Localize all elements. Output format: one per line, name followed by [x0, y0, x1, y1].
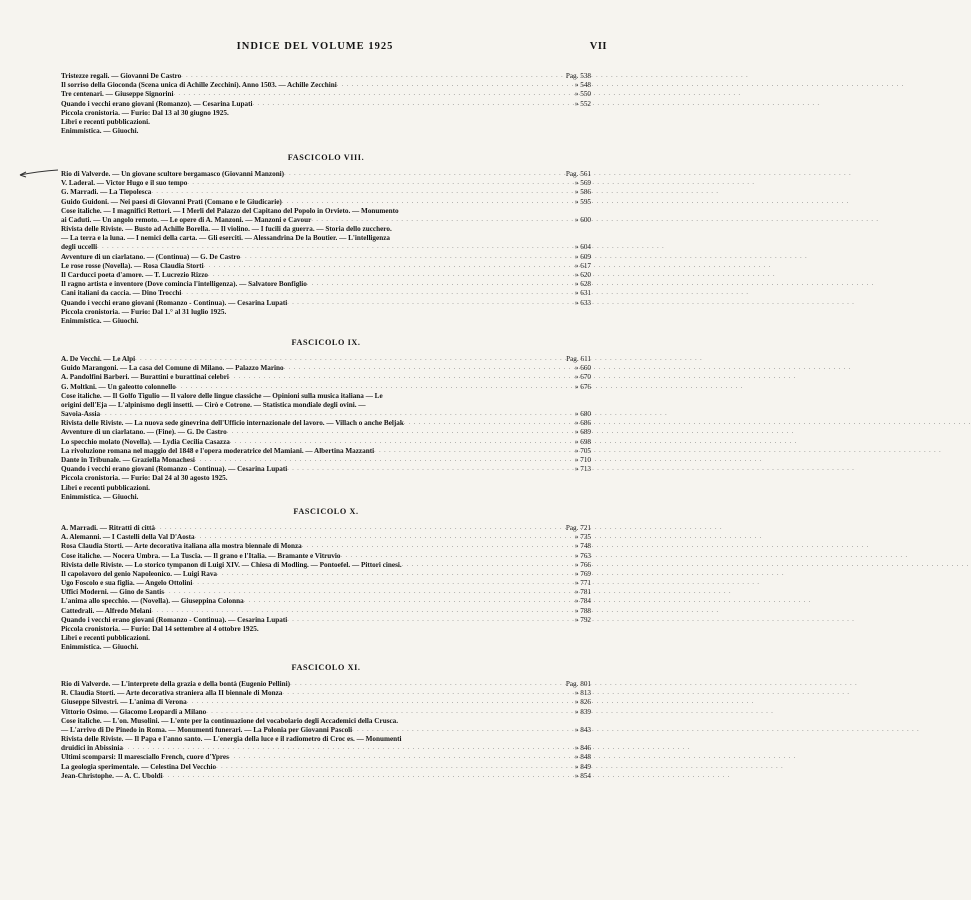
toc-entry	[61, 373, 591, 382]
toc-entry	[61, 308, 591, 317]
leader-dots	[206, 708, 537, 717]
entry-page: » 686	[574, 419, 591, 428]
leader-dots	[311, 216, 537, 225]
entry-title: Cose italiche. — Nocera Umbra. — La Tuscia. — Il grano e l'Italia. — Bramante e Vitruvio	[61, 551, 341, 560]
entry-title: origini dell'Eja — L'alpinismo degli insetti. — Cirò e Cotrone. — Statistica mondiale degli ovini. —	[61, 400, 366, 409]
leader-dots	[337, 81, 537, 90]
entry-title: Jean-Christophe. — A. C. Uboldi	[61, 771, 163, 780]
toc-section	[61, 680, 591, 781]
toc-entry	[61, 588, 591, 597]
entry-page: » 792	[574, 615, 591, 624]
entry-title: Il ragno artista e inventore (Dove comincia l'intelligenza). — Salvatore Bonfiglio	[61, 280, 307, 289]
entry-title: Guido Guidoni. — Nei paesi di Giovanni Prati (Comano e le Giudicarie)	[61, 197, 282, 206]
leader-dots	[208, 271, 537, 280]
entry-title: — La terra e la luna. — I nemici della carta. — Gli eserciti. — Alessandrina De la Boutier. — L'intelligenza	[61, 234, 390, 243]
leader-dots	[290, 680, 537, 689]
entry-page: » 748	[574, 542, 591, 551]
entry-page: » 846	[574, 744, 591, 753]
entry-title: Guido Marangoni. — La casa del Comune di Milano. — Palazzo Marino	[61, 364, 284, 373]
entry-page: » 609	[574, 252, 591, 261]
entry-page: » 617	[574, 261, 591, 270]
entry-page: » 854	[574, 771, 591, 780]
toc-entry	[61, 317, 591, 326]
entry-title: Quando i vecchi erano giovani (Romanzo). — Cesarina Lupati	[61, 99, 253, 108]
leader-dots	[151, 188, 537, 197]
leader-dots	[374, 447, 537, 456]
entry-page: » 595	[574, 197, 591, 206]
leader-dots	[204, 262, 537, 271]
toc-entry	[61, 524, 591, 533]
toc-entry	[61, 90, 591, 99]
running-header-title: INDICE DEL VOLUME 1925	[236, 41, 394, 52]
entry-title: Rio di Valverde. — Un giovane scultore bergamasco (Giovanni Manzoni)	[61, 169, 285, 178]
toc-section	[61, 355, 591, 502]
entry-title: druidici in Abissinia	[61, 744, 123, 753]
entry-title: Enimmistica. — Giuochi.	[61, 316, 139, 325]
toc-entry	[61, 253, 591, 262]
entry-title: La rivoluzione romana nel maggio del 1848 e l'opera moderatrice del Mamiani. — Albertina Mazzanti	[61, 446, 375, 455]
toc-entry	[61, 188, 591, 197]
toc-entry	[61, 410, 591, 419]
entry-page: » 689	[574, 428, 591, 437]
entry-title: A. De Vecchi. — Le Alpi	[61, 354, 136, 363]
leader-dots	[100, 410, 537, 419]
leader-dots	[230, 438, 537, 447]
toc-entry	[61, 763, 591, 772]
entry-title: Rosa Claudia Storti. — Arte decorativa italiana alla mostra biennale di Monza	[61, 542, 302, 551]
entry-page: » 586	[574, 188, 591, 197]
toc-entry	[61, 289, 591, 298]
leader-dots	[164, 588, 537, 597]
leader-dots	[287, 299, 537, 308]
toc-entry	[61, 234, 591, 243]
toc-entry	[61, 419, 591, 428]
leader-dots	[187, 698, 537, 707]
entry-title: Lo specchio molato (Novella). — Lydia Cecilia Casazza	[61, 437, 230, 446]
toc-entry	[61, 717, 591, 726]
entry-title: Cattedrali. — Alfredo Melani	[61, 606, 152, 615]
leader-dots	[229, 753, 537, 762]
entry-page: » 849	[574, 762, 591, 771]
leader-dots	[227, 428, 537, 437]
entry-page: » 698	[574, 437, 591, 446]
entry-title: Libri e recenti pubblicazioni.	[61, 117, 150, 126]
entry-title: R. Claudia Storti. — Arte decorativa straniera alla II biennale di Monza	[61, 689, 283, 698]
leader-dots	[287, 465, 537, 474]
entry-page: » 826	[574, 698, 591, 707]
entry-title: Cose italiche. — I magnifici Rettori. — I Merli del Palazzo del Capitano del Popolo in Orvieto. — Monumento	[61, 206, 399, 215]
toc-entry	[61, 262, 591, 271]
entry-page: » 620	[574, 271, 591, 280]
entry-title: Cani italiani da caccia. — Dino Trocchi	[61, 289, 182, 298]
entry-page: Pag. 721	[565, 523, 591, 532]
toc-entry	[61, 447, 591, 456]
entry-title: Cose italiche. — L'on. Musolini. — L'ente per la continuazione del vocabolario degli Accademici della Crusca.	[61, 716, 399, 725]
entry-title: Quando i vecchi erano giovani (Romanzo - Continua). — Cesarina Lupati	[61, 298, 288, 307]
leader-dots	[181, 72, 537, 81]
entry-page: » 735	[574, 533, 591, 542]
leader-dots	[192, 579, 537, 588]
entry-title: Rivista delle Riviste. — Lo storico tympanon di Luigi XIV. — Chiesa di Modling. — Pontoefel. — Pittori cinesi.	[61, 560, 402, 569]
toc-entry	[61, 772, 591, 781]
page-number: VII	[589, 41, 607, 52]
toc-section	[61, 170, 591, 326]
toc-entry	[61, 607, 591, 616]
toc-entry	[61, 552, 591, 561]
toc-entry	[61, 493, 591, 502]
entry-page: » 848	[574, 753, 591, 762]
entry-title: Cose italiche. — Il Golfo Tigulio — Il valore delle lingue classiche — Opinioni sulla musica italiana — Le	[61, 391, 383, 400]
entry-title: Piccola cronistoria. — Furio: Dal 13 al 30 giugno 1925.	[61, 108, 229, 117]
toc-entry	[61, 280, 591, 289]
toc-entry	[61, 533, 591, 542]
entry-page: » 771	[574, 579, 591, 588]
entry-title: G. Moltkni. — Un galeotto colonnello	[61, 382, 176, 391]
entry-title: Libri e recenti pubblicazioni.	[61, 634, 150, 643]
entry-title: Piccola cronistoria. — Furio: Dal 1.° al 31 luglio 1925.	[61, 307, 227, 316]
entry-page: » 569	[574, 179, 591, 188]
section-heading: FASCICOLO XI.	[291, 663, 361, 672]
leader-dots	[282, 198, 537, 207]
entry-page: » 552	[574, 99, 591, 108]
entry-title: Rivista delle Riviste. — La nuova sede ginevrina dell'Ufficio internazionale del lavoro. — Villach o anche Beljak	[61, 419, 404, 428]
toc-entry	[61, 271, 591, 280]
entry-title: Tre centenari. — Giuseppe Signorini	[61, 90, 174, 99]
leader-dots	[284, 170, 537, 179]
toc-entry	[61, 698, 591, 707]
entry-title: Il sorriso della Gioconda (Scena unica di Achille Zecchini). Anno 1503. — Achille Zecchini	[61, 81, 337, 90]
leader-dots	[181, 289, 537, 298]
entry-title: Ultimi scomparsi: Il maresciallo French, cuore d'Ypres	[61, 753, 229, 762]
toc-entry	[61, 109, 591, 118]
entry-page: » 766	[574, 560, 591, 569]
toc-entry	[61, 735, 591, 744]
leader-dots	[152, 607, 538, 616]
toc-entry	[61, 225, 591, 234]
entry-title: V. Laderal. — Victor Hugo e il suo tempo	[61, 179, 188, 188]
entry-title: Le rose rosse (Novella). — Rosa Claudia Storti	[61, 261, 204, 270]
entry-title: — L'arrivo di De Pinedo in Roma. — Monumenti funerari. — La Polonia per Giovanni Pascoli	[61, 725, 353, 734]
toc-entry	[61, 579, 591, 588]
entry-page: » 548	[574, 81, 591, 90]
toc-entry	[61, 570, 591, 579]
toc-entry	[61, 429, 591, 438]
leader-dots	[404, 419, 537, 428]
leader-dots	[252, 100, 537, 109]
entry-title: Piccola cronistoria. — Furio: Dal 14 settembre al 4 ottobre 1925.	[61, 625, 259, 634]
toc-entry	[61, 392, 591, 401]
toc-entry	[61, 401, 591, 410]
toc-entry	[61, 72, 591, 81]
entry-page: » 769	[574, 569, 591, 578]
entry-page: » 763	[574, 551, 591, 560]
entry-title: A. Marradi. — Ritratti di città	[61, 523, 156, 532]
entry-title: Piccola cronistoria. — Furio: Dal 24 al 30 agosto 1925.	[61, 474, 228, 483]
toc-entry	[61, 179, 591, 188]
entry-page: » 680	[574, 410, 591, 419]
leader-dots	[244, 597, 537, 606]
entry-page: » 788	[574, 606, 591, 615]
toc-entry	[61, 198, 591, 207]
entry-page: » 633	[574, 298, 591, 307]
toc-entry	[61, 708, 591, 717]
toc-entry	[61, 438, 591, 447]
toc-section	[61, 524, 591, 653]
entry-page: » 628	[574, 280, 591, 289]
leader-dots	[97, 243, 537, 252]
toc-entry	[61, 127, 591, 136]
entry-page: » 631	[574, 289, 591, 298]
leader-dots	[176, 383, 537, 392]
leader-dots	[174, 90, 537, 99]
entry-title: A. Alemanni. — I Castelli della Val D'Aosta	[61, 533, 195, 542]
leader-dots	[287, 616, 537, 625]
entry-page: Pag. 561	[565, 169, 591, 178]
leader-dots	[240, 253, 537, 262]
entry-title: Rivista delle Riviste. — Il Papa e l'anno santo. — L'energia della luce e il radiometro di Croc es. — Monumenti	[61, 735, 402, 744]
entry-title: Avventure di un ciarlatano. — (Continua) — G. De Castro	[61, 252, 241, 261]
entry-title: Tristezze regali. — Giovanni De Castro	[61, 71, 182, 80]
entry-title: G. Marradi. — La Tiepolesca	[61, 188, 152, 197]
leader-dots	[229, 373, 537, 382]
leader-dots	[217, 570, 537, 579]
leader-dots	[282, 689, 537, 698]
section-heading: FASCICOLO VIII.	[287, 153, 365, 162]
entry-page: » 843	[574, 725, 591, 734]
entry-title: La geologia sperimentale. — Celestina Del Vecchio	[61, 762, 217, 771]
entry-title: Rivista delle Riviste. — Busto ad Achille Borella. — Il violino. — I fucili da guerra. — Storia dello zucchero.	[61, 225, 392, 234]
entry-page: » 550	[574, 90, 591, 99]
toc-entry	[61, 364, 591, 373]
toc-entry	[61, 680, 591, 689]
entry-page: » 839	[574, 707, 591, 716]
entry-page: » 660	[574, 364, 591, 373]
entry-page: Pag. 611	[566, 354, 591, 363]
entry-title: ai Caduti. — Un angolo remoto. — Le opere di A. Manzoni. — Manzoni e Cavour	[61, 215, 312, 224]
toc-entry	[61, 689, 591, 698]
entry-title: Ugo Foscolo e sua figlia. — Angelo Ottolini	[61, 579, 193, 588]
entry-page: » 813	[574, 689, 591, 698]
entry-title: Savoia-Assia	[61, 410, 101, 419]
toc-entry	[61, 244, 591, 253]
entry-title: Il capolavoro del genio Napoleonico. — Luigi Rava	[61, 569, 218, 578]
entry-page: » 600	[574, 215, 591, 224]
entry-page: » 604	[574, 243, 591, 252]
leader-dots	[163, 772, 537, 781]
toc-entry	[61, 484, 591, 493]
entry-title: Enimmistica. — Giuochi.	[61, 492, 139, 501]
leader-dots	[302, 542, 537, 551]
toc-entry	[61, 81, 591, 90]
entry-title: Vittorio Osimo. — Giacomo Leopardi a Milano	[61, 707, 207, 716]
toc-entry	[61, 542, 591, 551]
toc-entry	[61, 726, 591, 735]
leader-dots	[352, 726, 537, 735]
entry-page: » 710	[574, 456, 591, 465]
toc-entry	[61, 474, 591, 483]
entry-title: Quando i vecchi erano giovani (Romanzo - Continua). — Cesarina Lupati	[61, 465, 288, 474]
entry-page: » 670	[574, 373, 591, 382]
entry-title: A. Pandolfini Barberi. — Burattini e burattinai celebri	[61, 373, 229, 382]
toc-entry	[61, 100, 591, 109]
toc-entry	[61, 744, 591, 753]
entry-page: » 781	[574, 588, 591, 597]
toc-entry	[61, 170, 591, 179]
entry-page: » 784	[574, 597, 591, 606]
pencil-arrow-mark	[18, 167, 60, 179]
leader-dots	[155, 524, 537, 533]
leader-dots	[216, 763, 537, 772]
toc-entry	[61, 216, 591, 225]
leader-dots	[341, 552, 538, 561]
toc-entry	[61, 643, 591, 652]
entry-page: » 713	[574, 465, 591, 474]
entry-title: Avventure di un ciarlatano. — (Fine). — G. De Castro	[61, 428, 227, 437]
leader-dots	[307, 280, 537, 289]
entry-page: » 676	[574, 382, 591, 391]
leader-dots	[195, 456, 537, 465]
entry-title: degli uccelli	[61, 243, 98, 252]
leader-dots	[187, 179, 537, 188]
toc-entry	[61, 355, 591, 364]
entry-title: Libri e recenti pubblicazioni.	[61, 483, 150, 492]
toc-section	[61, 72, 591, 136]
leader-dots	[402, 561, 537, 570]
section-heading: FASCICOLO X.	[293, 507, 359, 516]
leader-dots	[123, 744, 537, 753]
leader-dots	[135, 355, 537, 364]
toc-entry	[61, 598, 591, 607]
entry-title: Dante in Tribunale. — Graziella Monachesi	[61, 456, 195, 465]
entry-title: Quando i vecchi erano giovani (Romanzo - Continua). — Cesarina Lupati	[61, 615, 288, 624]
entry-title: Enimmistica. — Giuochi.	[61, 127, 139, 136]
entry-title: L'anima allo specchio. — (Novella). — Giuseppina Colonna	[61, 597, 244, 606]
toc-entry	[61, 299, 591, 308]
entry-page: » 705	[574, 446, 591, 455]
toc-entry	[61, 625, 591, 634]
toc-entry	[61, 207, 591, 216]
toc-entry	[61, 616, 591, 625]
section-heading: FASCICOLO IX.	[291, 338, 361, 347]
toc-entry	[61, 561, 591, 570]
toc-entry	[61, 754, 591, 763]
entry-title: Rio di Valverde. — L'interprete della grazia e della bontà (Eugenio Pellini)	[61, 679, 291, 688]
entry-title: Giuseppe Silvestri. — L'anima di Verona	[61, 698, 187, 707]
toc-entry	[61, 465, 591, 474]
entry-title: Il Carducci poeta d'amore. — T. Lucrezio Rizzo	[61, 271, 208, 280]
entry-title: Uffici Moderni. — Gino de Santis	[61, 588, 165, 597]
toc-entry	[61, 634, 591, 643]
entry-page: Pag. 801	[565, 679, 591, 688]
leader-dots	[284, 364, 537, 373]
toc-entry	[61, 118, 591, 127]
entry-page: Pag. 538	[565, 71, 591, 80]
toc-entry	[61, 456, 591, 465]
entry-title: Enimmistica. — Giuochi.	[61, 643, 139, 652]
toc-entry	[61, 383, 591, 392]
leader-dots	[195, 533, 537, 542]
